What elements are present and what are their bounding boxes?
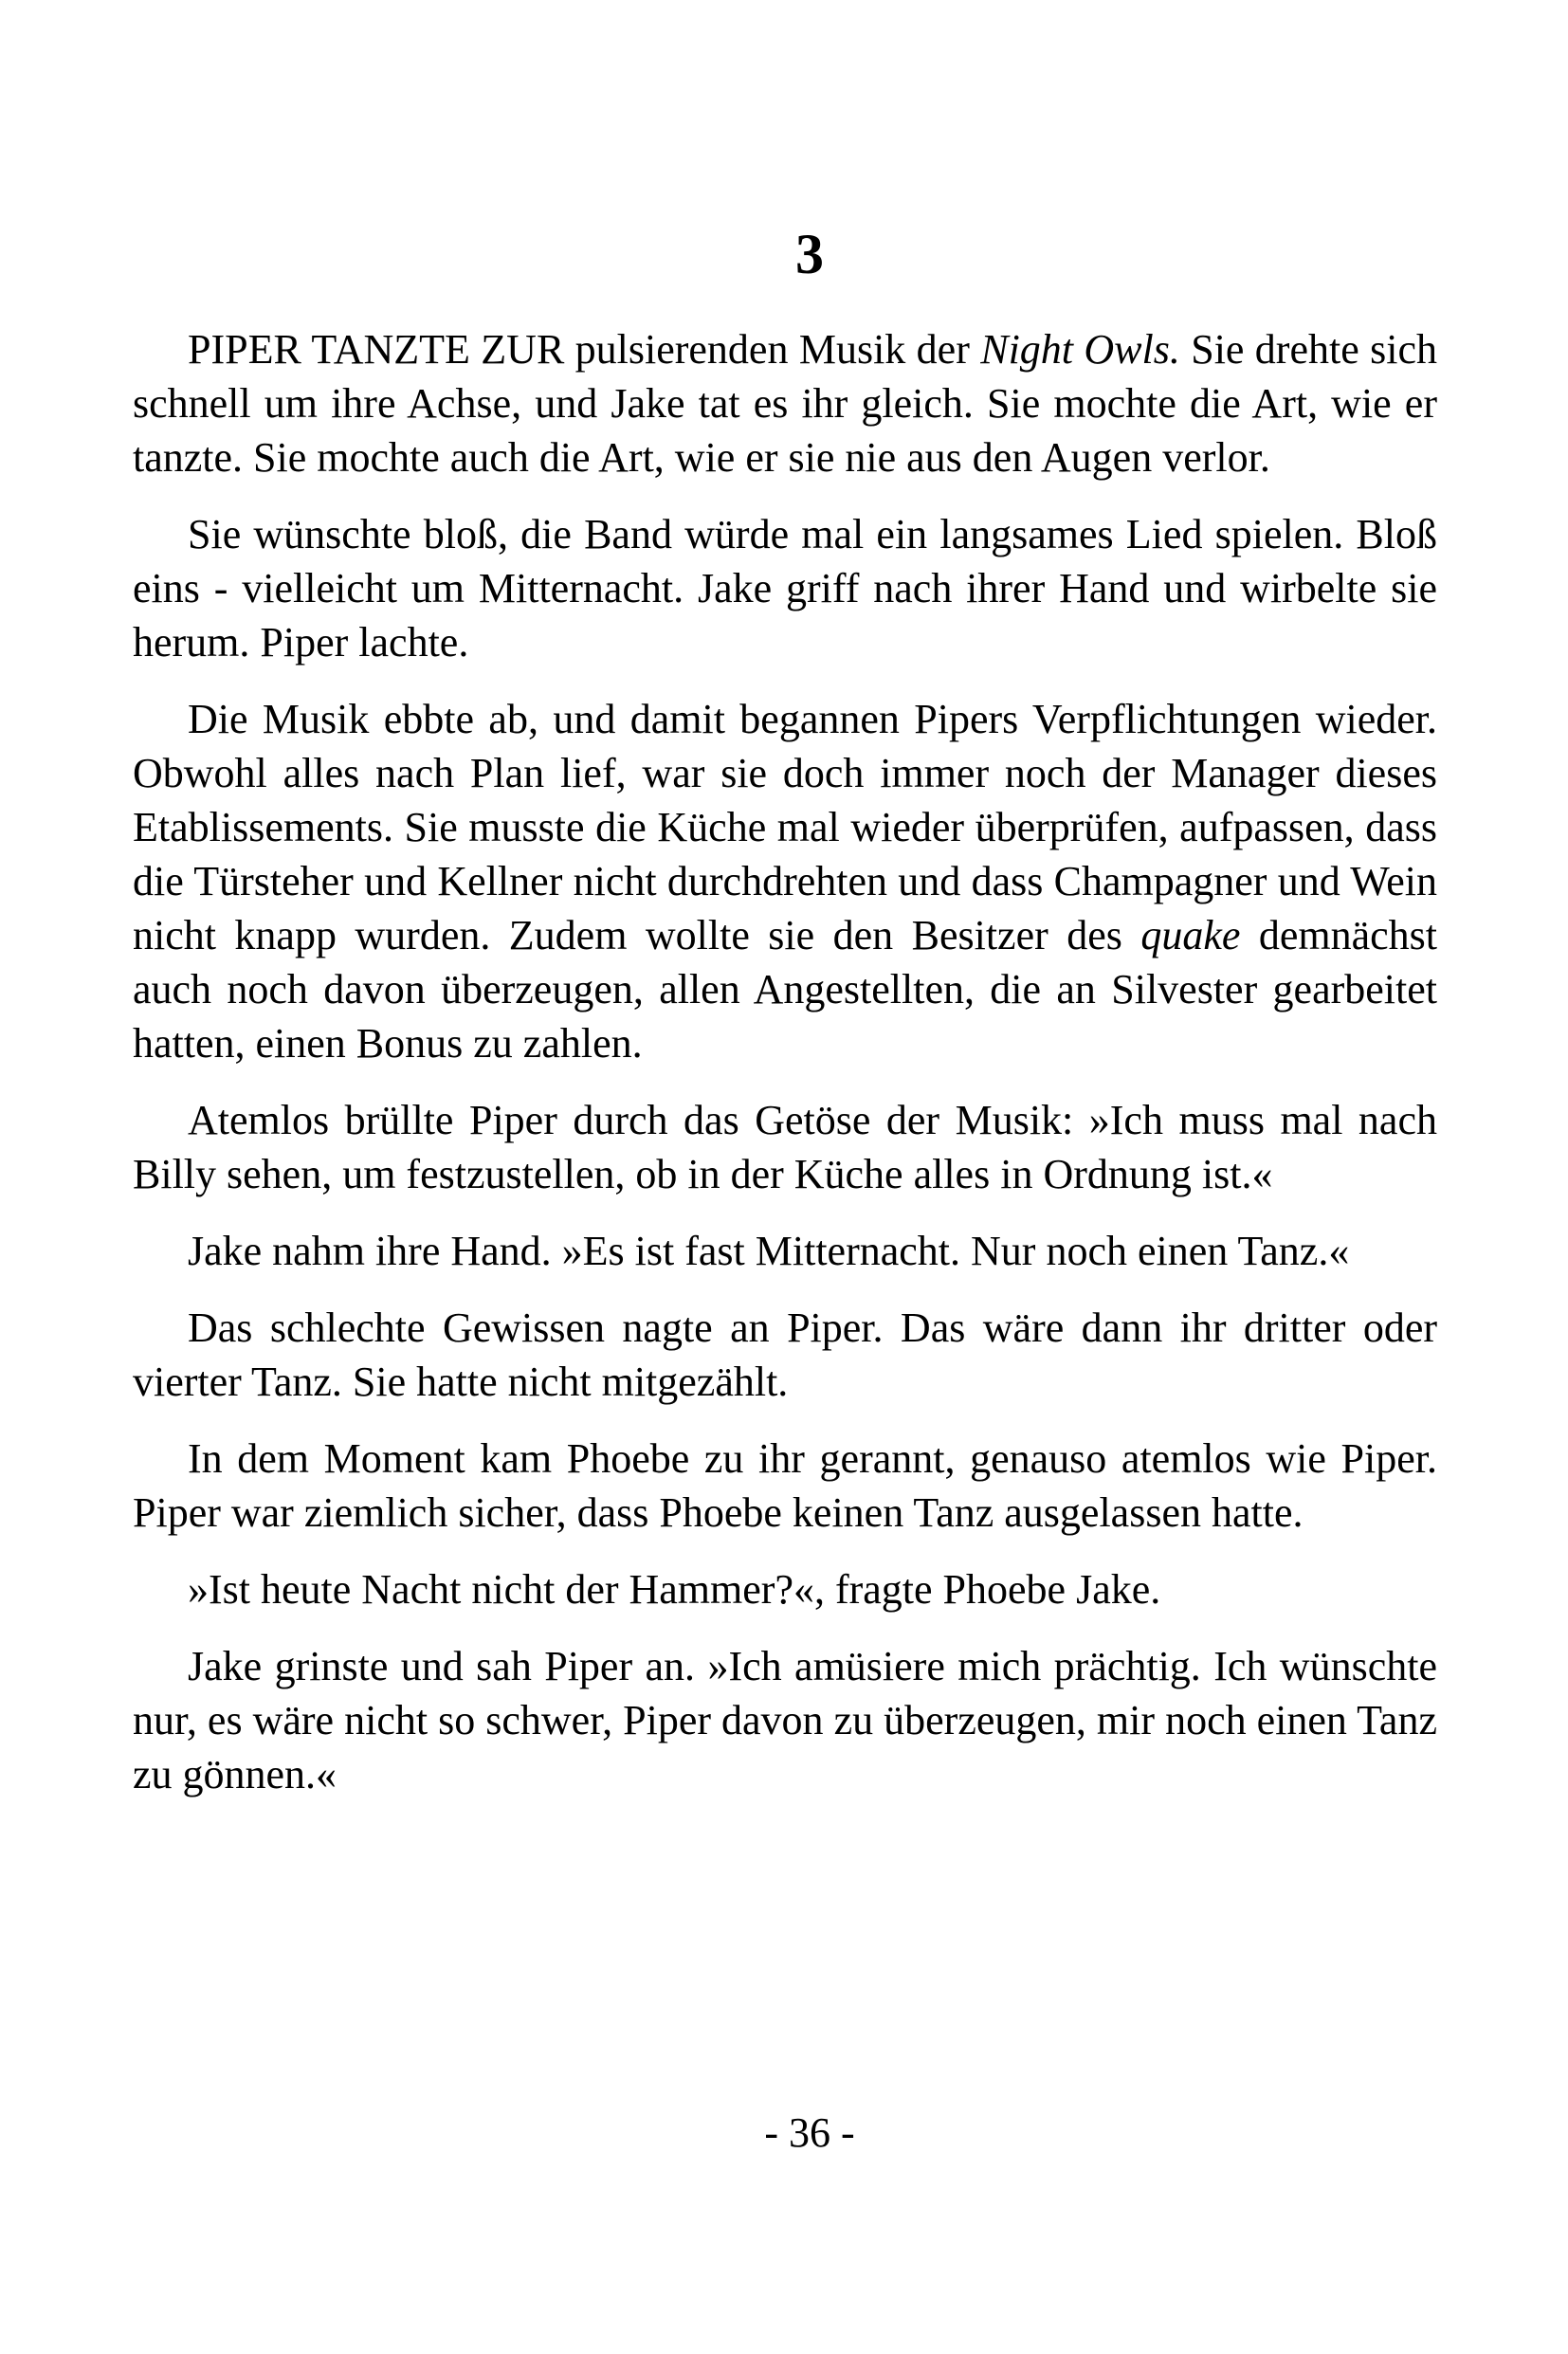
body-text [133, 322, 1437, 1824]
chapter-number: 3 [795, 223, 824, 285]
paragraph-6: Das schlechte Gewissen nagte an Piper. Das wäre dann ihr dritter oder vierter Tanz. Sie hatte nicht mitgezählt. [133, 1305, 1437, 1405]
paragraph-1 [133, 322, 1437, 484]
paragraph-2: Sie wünschte bloß, die Band würde mal ein langsames Lied spielen. Bloß eins - vielleicht um Mitternacht. Jake griff nach ihrer Hand und wirbelte sie herum. Piper lachte. [133, 511, 1437, 666]
paragraph-1-text-start: PIPER TANZTE ZUR pulsierenden Musik der [188, 326, 981, 373]
club-name-emphasis: quake [1140, 912, 1241, 958]
paragraph-1-text-end: Sie drehte sich schnell um ihre Achse, und Jake tat es ihr gleich. Sie mochte die Art, wie er tanzte. Sie mochte auch die Art, wie er sie nie aus den Augen verlor. [133, 326, 1437, 481]
band-name-emphasis: Night Owls. [980, 326, 1180, 373]
paragraph-9: Jake grinste und sah Piper an. »Ich amüsiere mich prächtig. Ich wünschte nur, es wäre nicht so schwer, Piper davon zu überzeugen, mir noch einen Tanz zu gönnen.« [133, 1643, 1437, 1797]
page-number: - 36 - [764, 2109, 855, 2156]
paragraph-8: »Ist heute Nacht nicht der Hammer?«, fragte Phoebe Jake. [188, 1566, 1161, 1613]
paragraph-5: Jake nahm ihre Hand. »Es ist fast Mitternacht. Nur noch einen Tanz.« [188, 1228, 1350, 1274]
paragraph-3 [133, 692, 1437, 1070]
paragraph-3-text-end: demnächst auch noch davon überzeugen, allen Angestellten, die an Silvester gearbeitet hatten, einen Bonus zu zahlen. [133, 912, 1437, 1067]
paragraph-3-text-start: Die Musik ebbte ab, und damit begannen Pipers Verpflichtungen wieder. Obwohl alles nach Plan lief, war sie doch immer noch der Manager dieses Etablissements. Sie musste die Küche mal wieder überprüfen, aufpassen, dass die Türsteher und Kellner nicht durchdrehten und dass Champagner und Wein nicht knapp wurden. Zudem wollte sie den Besitzer des [133, 696, 1437, 958]
paragraph-4: Atemlos brüllte Piper durch das Getöse der Musik: »Ich muss mal nach Billy sehen, um festzustellen, ob in der Küche alles in Ordnung ist.« [133, 1097, 1437, 1197]
paragraph-7: In dem Moment kam Phoebe zu ihr gerannt, genauso atemlos wie Piper. Piper war ziemlich sicher, dass Phoebe keinen Tanz ausgelassen hatte. [133, 1435, 1437, 1536]
